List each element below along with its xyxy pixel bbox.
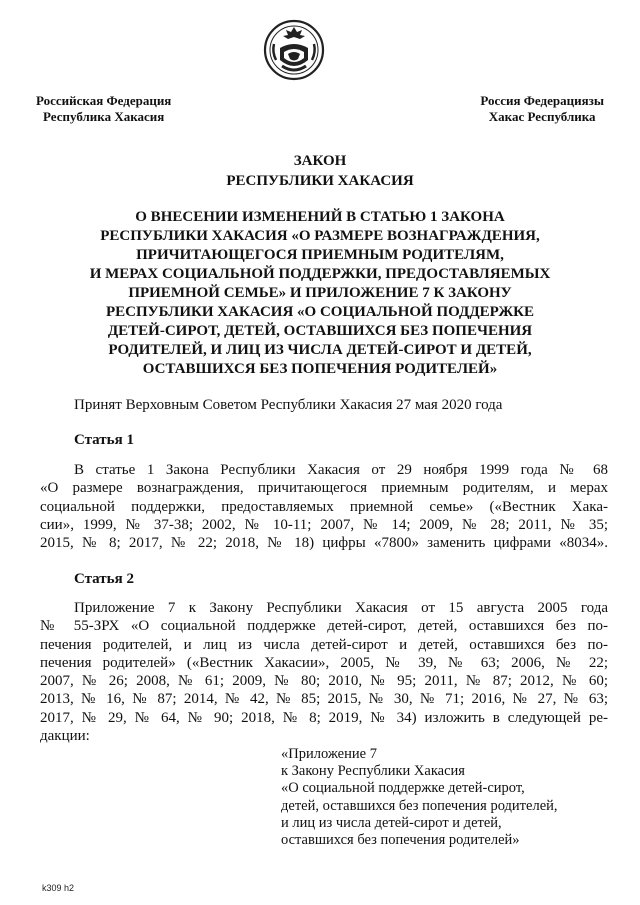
coat-of-arms-icon xyxy=(262,18,326,82)
article-2-line: дакции: xyxy=(40,728,90,745)
article-2-line: № 55-ЗРХ «О социальной поддержке детей-сирот, детей, оставшихся без по- xyxy=(40,618,608,635)
law-title-line: РЕСПУБЛИКИ ХАКАСИЯ «О СОЦИАЛЬНОЙ ПОДДЕРЖКЕ xyxy=(105,304,535,320)
article-2-heading: Статья 2 xyxy=(74,571,134,587)
article-2-line: печения родителей» («Вестник Хакасии», 2005, № 39, № 63; 2006, № 22; xyxy=(40,654,608,671)
law-title-line: РОДИТЕЛЕЙ, И ЛИЦ ИЗ ЧИСЛА ДЕТЕЙ-СИРОТ И ДЕТЕЙ, xyxy=(108,342,532,358)
header-left-line-2: Республика Хакасия xyxy=(43,109,165,124)
law-title-line: О ВНЕСЕНИИ ИЗМЕНЕНИЙ В СТАТЬЮ 1 ЗАКОНА xyxy=(135,209,505,225)
article-1-line: сии», 1999, № 37-38; 2002, № 10-11; 2007, № 14; 2009, № 28; 2011, № 35; xyxy=(40,516,608,533)
document-code: k309 h2 xyxy=(42,883,75,893)
law-title-line: РЕСПУБЛИКИ ХАКАСИЯ «О РАЗМЕРЕ ВОЗНАГРАЖДЕНИЯ, xyxy=(100,228,540,244)
article-2-text xyxy=(40,599,608,745)
appendix-line: к Закону Республики Хакасия xyxy=(281,763,465,780)
header-right xyxy=(480,93,604,125)
article-1-line: социальной поддержки, предоставляемых приемной семье» («Вестник Хака- xyxy=(40,498,608,515)
appendix-line: «Приложение 7 xyxy=(281,746,377,762)
appendix-line: «О социальной поддержке детей-сирот, xyxy=(281,780,525,797)
header-left-line-1: Российская Федерация xyxy=(36,93,172,108)
law-title-line: ДЕТЕЙ-СИРОТ, ДЕТЕЙ, ОСТАВШИХСЯ БЕЗ ПОПЕЧЕНИЯ xyxy=(107,323,533,339)
law-kind xyxy=(40,151,600,191)
appendix-line: и лиц из числа детей-сирот и детей, xyxy=(281,814,502,831)
article-1-text xyxy=(40,461,608,552)
article-2-line: 2013, № 16, № 87; 2014, № 42, № 85; 2015, № 30, № 71; 2016, № 27, № 63; xyxy=(40,691,608,708)
appendix-line: детей, оставшихся без попечения родителей, xyxy=(281,797,558,814)
article-2-line: 2007, № 26; 2008, № 61; 2009, № 80; 2010, № 95; 2011, № 87; 2012, № 60; xyxy=(40,673,608,690)
adoption-note: Принят Верховным Советом Республики Хакасия 27 мая 2020 года xyxy=(74,397,503,413)
law-title-line: ОСТАВШИХСЯ БЕЗ ПОПЕЧЕНИЯ РОДИТЕЛЕЙ» xyxy=(142,361,498,377)
law-kind-line-1: ЗАКОН xyxy=(293,153,347,169)
article-1-heading: Статья 1 xyxy=(74,432,134,448)
article-1-line: В статье 1 Закона Республики Хакасия от 29 ноября 1999 года № 68 xyxy=(74,462,608,478)
article-2-line: 2017, № 29, № 64, № 90; 2018, № 8; 2019, № 34) изложить в следующей ре- xyxy=(40,709,608,726)
header-right-line-1: Россия Федерациязы xyxy=(480,93,604,108)
law-title-line: И МЕРАХ СОЦИАЛЬНОЙ ПОДДЕРЖКИ, ПРЕДОСТАВЛЯЕМЫХ xyxy=(89,266,551,282)
law-title-line: ПРИЕМНОЙ СЕМЬЕ» И ПРИЛОЖЕНИЕ 7 К ЗАКОНУ xyxy=(128,285,512,301)
law-title xyxy=(40,208,600,379)
appendix-line: оставшихся без попечения родителей» xyxy=(281,832,520,849)
article-2-line: печения родителей, и лиц из числа детей-сирот и детей, оставшихся без по- xyxy=(40,636,608,653)
article-2-line: Приложение 7 к Закону Республики Хакасия от 15 августа 2005 года xyxy=(74,600,608,616)
article-1-line: «О размере вознаграждения, причитающегося приемным родителям, и мерах xyxy=(40,480,608,497)
article-1-line: 2015, № 8; 2017, № 22; 2018, № 18) цифры «7800» заменить цифрами «8034». xyxy=(40,535,608,552)
appendix-header xyxy=(281,746,558,849)
header-right-line-2: Хакас Республика xyxy=(488,109,596,124)
law-kind-line-2: РЕСПУБЛИКИ ХАКАСИЯ xyxy=(226,173,414,189)
header-left xyxy=(36,93,171,125)
law-title-line: ПРИЧИТАЮЩЕГОСЯ ПРИЕМНЫМ РОДИТЕЛЯМ, xyxy=(136,247,504,263)
